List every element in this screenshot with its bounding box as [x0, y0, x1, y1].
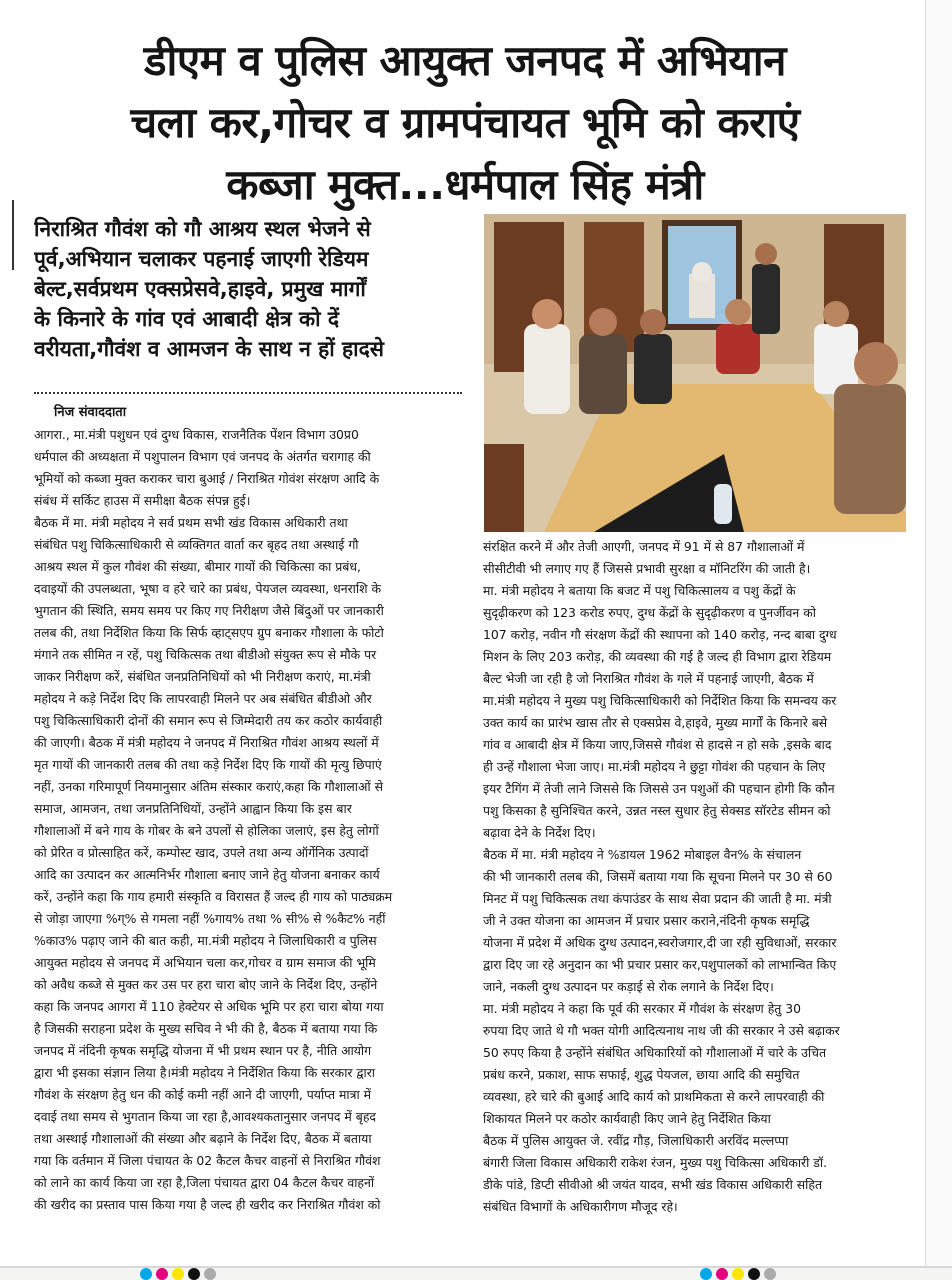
text-line: गया कि वर्तमान में जिला पंचायत के 02 कैटल कैचर वाहनों से निराश्रित गौवंश: [34, 1153, 381, 1168]
subhead-line: के किनारे के गांव एवं आबादी क्षेत्र को दें: [34, 307, 340, 331]
text-line: डीके पांडे, डिप्टी सीवीओ श्री जयंत यादव, सभी खंड विकास अधिकारी सहित: [483, 1177, 823, 1192]
color-swatch: [156, 1268, 168, 1280]
color-swatch: [764, 1268, 776, 1280]
subhead-line: निराश्रित गौवंश को गौ आश्रय स्थल भेजने से: [34, 217, 371, 241]
text-line: मिनट में पशु चिकित्सक तथा कंपाउंडर के साथ सेवा प्रदान की जाती है मा. मंत्री: [483, 891, 832, 906]
text-line: नहीं, उनका गरिमापूर्ण नियमानुसार अंतिम संस्कार कराएं,कहा कि गौशालाओं से: [34, 779, 383, 794]
text-line: इयर टैगिंग में तेजी लाने जिससे कि जिससे उन पशुओं की पहचान होगी कि कौन: [483, 781, 835, 796]
text-line: सीसीटीवी भी लगाए गए हैं जिससे प्रभावी सुरक्षा व मॉनिटरिंग की जाती है।: [483, 561, 811, 576]
text-line: द्वारा भी इसका संज्ञान लिया है।मंत्री महोदय ने निर्देशित किया कि सरकार द्वारा: [34, 1065, 376, 1080]
text-line: प्रबंध करने, प्रकाश, साफ सफाई, शुद्ध पेयजल, छाया आदि की समुचित: [483, 1067, 800, 1082]
text-line: उक्त कार्य का प्रारंभ खास तौर से एक्सप्रेस वे,हाइवे, मुख्य मार्गों के किनारे बसे: [483, 715, 828, 730]
subhead-line: वरीयता,गौवंश व आमजन के साथ न हों हादसे: [34, 337, 384, 361]
text-line: संबंध में सर्किट हाउस में समीक्षा बैठक संपन्न हुई।: [34, 493, 251, 508]
text-line: आश्रय स्थल में कुल गौवंश की संख्या, बीमार गायों की चिकित्सा का प्रबंध,: [34, 559, 361, 574]
text-line: संबंधित विभागों के अधिकारीगण मौजूद रहे।: [483, 1199, 678, 1214]
text-line: पशु किसका है सुनिश्चित करने, उन्नत नस्ल सुधार हेतु सेक्सड सॉरटेड सीमन को: [483, 803, 831, 818]
dotted-divider: [34, 392, 462, 394]
text-line: मा. मंत्री महोदय ने कहा कि पूर्व की सरकार में गौवंश के संरक्षण हेतु 30: [483, 1001, 802, 1016]
text-line: समाज, आमजन, तथा जनप्रतिनिधियों, उन्होंने आह्वान किया कि इस बार: [34, 801, 352, 816]
subhead-line: पूर्व,अभियान चलाकर पहनाई जाएगी रेडियम: [34, 247, 369, 271]
text-line: %काउ% पढ़ाए जाने की बात कही, मा.मंत्री महोदय ने जिलाधिकारी व पुलिस: [34, 933, 377, 948]
text-line: आदि का उत्पादन कर आत्मनिर्भर गौशाला बनाए जाने हेतु योजना बनाकर कार्य: [34, 867, 380, 882]
meeting-photo: [484, 214, 906, 532]
color-registration-marks: [700, 1268, 776, 1280]
column-rule: [12, 200, 14, 270]
text-line: बढ़ावा देने के निर्देश दिए।: [483, 825, 596, 840]
text-line: जी ने उक्त योजना का आमजन में प्रचार प्रसार कराने,नंदिनी कृषक समृद्धि: [483, 913, 810, 928]
text-line: आयुक्त महोदय से जनपद में अभियान चला कर,गोचर व ग्राम समाज की भूमि: [34, 955, 376, 970]
text-line: मा. मंत्री महोदय ने बताया कि बजट में पशु चिकित्सालय व पशु केंद्रों के: [483, 583, 796, 598]
text-line: गांव व आबादी क्षेत्र में किया जाए,जिससे गौवंश से हादसे न हो सके ,इसके बाद: [483, 737, 832, 752]
text-line: दवाइयों की उपलब्धता, भूषा व हरे चारे का प्रबंध, पेयजल व्यवस्था, धनराशि के: [34, 581, 381, 596]
color-swatch: [732, 1268, 744, 1280]
text-line: की भी जानकारी तलब की, जिसमें बताया गया कि सूचना मिलने पर 30 से 60: [483, 869, 833, 884]
text-line: पशु चिकित्साधिकारी दोनों की समान रूप से जिम्मेदारी तय कर कठोर कार्यवाही: [34, 713, 383, 728]
subhead-line: बेल्ट,सर्वप्रथम एक्सप्रेसवे,हाइवे, प्रमुख मार्गों: [34, 277, 366, 301]
text-line: भूमियों को कब्जा मुक्त कराकर चारा बुआई / निराश्रित गोवंश संरक्षण आदि के: [34, 471, 380, 486]
color-swatch: [140, 1268, 152, 1280]
text-line: को अवैध कब्जे से मुक्त कर उस पर हरा चारा बोए जाने के निर्देश दिए, उन्होंने: [34, 977, 378, 992]
text-line: ही उन्हें गौशाला भेजा जाए। मा.मंत्री महोदय ने छुट्टा गोवंश की पहचान के लिए: [483, 759, 826, 774]
text-line: की जाएगी। बैठक में मंत्री महोदय ने जनपद में निराश्रित गौवंश आश्रय स्थलों में: [34, 735, 379, 750]
left-column: [34, 512, 462, 1216]
right-column: [483, 536, 913, 1218]
byline: निज संवाददाता: [54, 405, 127, 420]
color-swatch: [204, 1268, 216, 1280]
text-line: गौवंश के संरक्षण हेतु धन की कोई कमी नहीं आने दी जाएगी, पर्याप्त मात्रा में: [34, 1087, 372, 1102]
text-line: है जिसकी सराहना प्रदेश के मुख्य सचिव ने भी की है, बैठक में बताया गया कि: [34, 1021, 378, 1036]
text-line: जाने, नकली दुग्ध उत्पादन पर कड़ाई से रोक लगाने के निर्देश दिए।: [483, 979, 774, 994]
text-line: मा.मंत्री महोदय ने मुख्य पशु चिकित्साधिकारी को निर्देशित किया कि समन्वय कर: [483, 693, 837, 708]
text-line: द्वारा दिए जा रहे अनुदान का भी प्रचार प्रसार कर,पशुपालकों को लाभान्वित किए: [483, 957, 837, 972]
text-line: को प्रेरित व प्रोत्साहित करें, कम्पोस्ट खाद, उपले तथा अन्य ऑर्गेनिक उत्पादों: [34, 845, 369, 860]
text-line: रुपया दिए जाते थे गौ भक्त योगी आदित्यनाथ नाथ जी की सरकार ने उसे बढ़ाकर: [483, 1023, 840, 1038]
adjacent-page-edge: [925, 0, 952, 1268]
color-registration-marks: [140, 1268, 216, 1280]
text-line: जनपद में नंदिनी कृषक समृद्धि योजना में भी प्रथम स्थान पर है, नीति आयोग: [34, 1043, 372, 1058]
color-swatch: [748, 1268, 760, 1280]
headline: [20, 30, 910, 216]
color-swatch: [716, 1268, 728, 1280]
text-line: तलब की, तथा निर्देशित किया कि सिर्फ व्हाट्सएप ग्रुप बनाकर गौशाला के फोटो: [34, 625, 384, 640]
headline-line-3: कब्जा मुक्त...धर्मपाल सिंह मंत्री: [226, 160, 704, 209]
subheadline: [34, 214, 474, 364]
text-line: व्यवस्था, हरे चारे की बुआई आदि कार्य को प्राथमिकता से करने लापरवाही की: [483, 1089, 825, 1104]
text-line: मिशन के लिए 203 करोड़, की व्यवस्था की गई है जल्द ही विभाग द्वारा रेडियम: [483, 649, 832, 664]
text-line: की खरीद का प्रस्ताव पास किया गया है जल्द ही खरीद कर निराश्रित गौवंश को: [34, 1197, 381, 1212]
text-line: करें, उन्होंने कहा कि गाय हमारी संस्कृति व विरासत हैं जल्द ही गाय को पाठ्यक्रम: [34, 889, 393, 904]
text-line: तथा अस्थाई गौशालाओं की संख्या और बढ़ाने के निर्देश दिए, बैठक में बताया: [34, 1131, 372, 1146]
color-swatch: [700, 1268, 712, 1280]
text-line: 107 करोड़, नवीन गौ संरक्षण केंद्रों की स्थापना को 140 करोड़, नन्द बाबा दुग्ध: [483, 627, 837, 642]
color-swatch: [172, 1268, 184, 1280]
color-swatch: [188, 1268, 200, 1280]
text-line: धर्मपाल की अध्यक्षता में पशुपालन विभाग एवं जनपद के अंतर्गत चरागाह की: [34, 449, 371, 464]
text-line: शिकायत मिलने पर कठोर कार्यवाही किए जाने हेतु निर्देशित किया: [483, 1111, 771, 1126]
intro-paragraph: [34, 424, 462, 512]
text-line: गौशालाओं में बने गाय के गोबर के बने उपलों से होलिका जलाएं, इस हेतु लोगों: [34, 823, 379, 838]
text-line: संरक्षित करने में और तेजी आएगी, जनपद में 91 में से 87 गौशालाओं में: [483, 539, 805, 554]
text-line: संबंधित पशु चिकित्साधिकारी से व्यक्तिगत वार्ता कर बृहद तथा अस्थाई गौ: [34, 537, 359, 552]
text-line: कहा कि जनपद आगरा में 110 हेक्टेयर से अधिक भूमि पर हरा चारा बोया गया: [34, 999, 384, 1014]
text-line: दवाई तथा समय से भुगतान किया जा रहा है,आवश्यकतानुसार जनपद में बृहद: [34, 1109, 377, 1124]
text-line: बंगारी जिला विकास अधिकारी राकेश रंजन, मुख्य पशु चिकित्सा अधिकारी डॉ.: [483, 1155, 828, 1170]
text-line: आगरा., मा.मंत्री पशुधन एवं दुग्ध विकास, राजनैतिक पेंशन विभाग उ0प्र0: [34, 427, 359, 442]
text-line: सुदृढ़ीकरण को 123 करोड रुपए, दुग्ध केंद्रों के सुदृढ़ीकरण व पुनर्जीवन को: [483, 605, 816, 620]
text-line: बैठक में मा. मंत्री महोदय ने सर्व प्रथम सभी खंड विकास अधिकारी तथा: [34, 515, 348, 530]
text-line: से जोड़ा जाएगा %ग्% से गमला नहीं %गाय% तथा % सी% से %कैट% नहीं: [34, 911, 386, 926]
text-line: जाकर निरीक्षण करें, संबंधित जनप्रतिनिधियों को भी निरीक्षण कराएं, मा.मंत्री: [34, 669, 371, 684]
text-line: बैल्ट भेजी जा रही है जो निराश्रित गौवंश के गले में पहनाई जाएगी, बैठक में: [483, 671, 814, 686]
text-line: को लाने का कार्य किया जा रहा है,जिला पंचायत द्वारा 04 कैटल कैचर वाहनों: [34, 1175, 375, 1190]
headline-line-2: चला कर,गोचर व ग्रामपंचायत भूमि को कराएं: [130, 98, 800, 147]
text-line: बैठक में मा. मंत्री महोदय ने %डायल 1962 मोबाइल वैन% के संचालन: [483, 847, 802, 862]
headline-line-1: डीएम व पुलिस आयुक्त जनपद में अभियान: [144, 36, 786, 85]
text-line: मृत गायों की जानकारी तलब की तथा कड़े निर्देश दिए कि गायों की मृत्यु छिपाएं: [34, 757, 382, 772]
text-line: महोदय ने कड़े निर्देश दिए कि लापरवाही मिलने पर अब संबंधित बीडीओ और: [34, 691, 372, 706]
text-line: मंगाने तक सीमित न रहें, पशु चिकित्सक तथा बीडीओ संयुक्त रूप से मौके पर: [34, 647, 377, 662]
text-line: 50 रुपए किया है उन्होंने संबंधित अधिकारियों को गौशालाओं में चारे के उचित: [483, 1045, 827, 1060]
text-line: बैठक में पुलिस आयुक्त जे. रवींद्र गौड़, जिलाधिकारी अरविंद मल्लप्पा: [483, 1133, 789, 1148]
text-line: योजना में प्रदेश में अधिक दुग्ध उत्पादन,स्वरोजगार,दी जा रही सुविधाओं, सरकार: [483, 935, 837, 950]
text-line: भुगतान की स्थिति, समय समय पर किए गए निरीक्षण जैसे बिंदुओं पर जानकारी: [34, 603, 384, 618]
